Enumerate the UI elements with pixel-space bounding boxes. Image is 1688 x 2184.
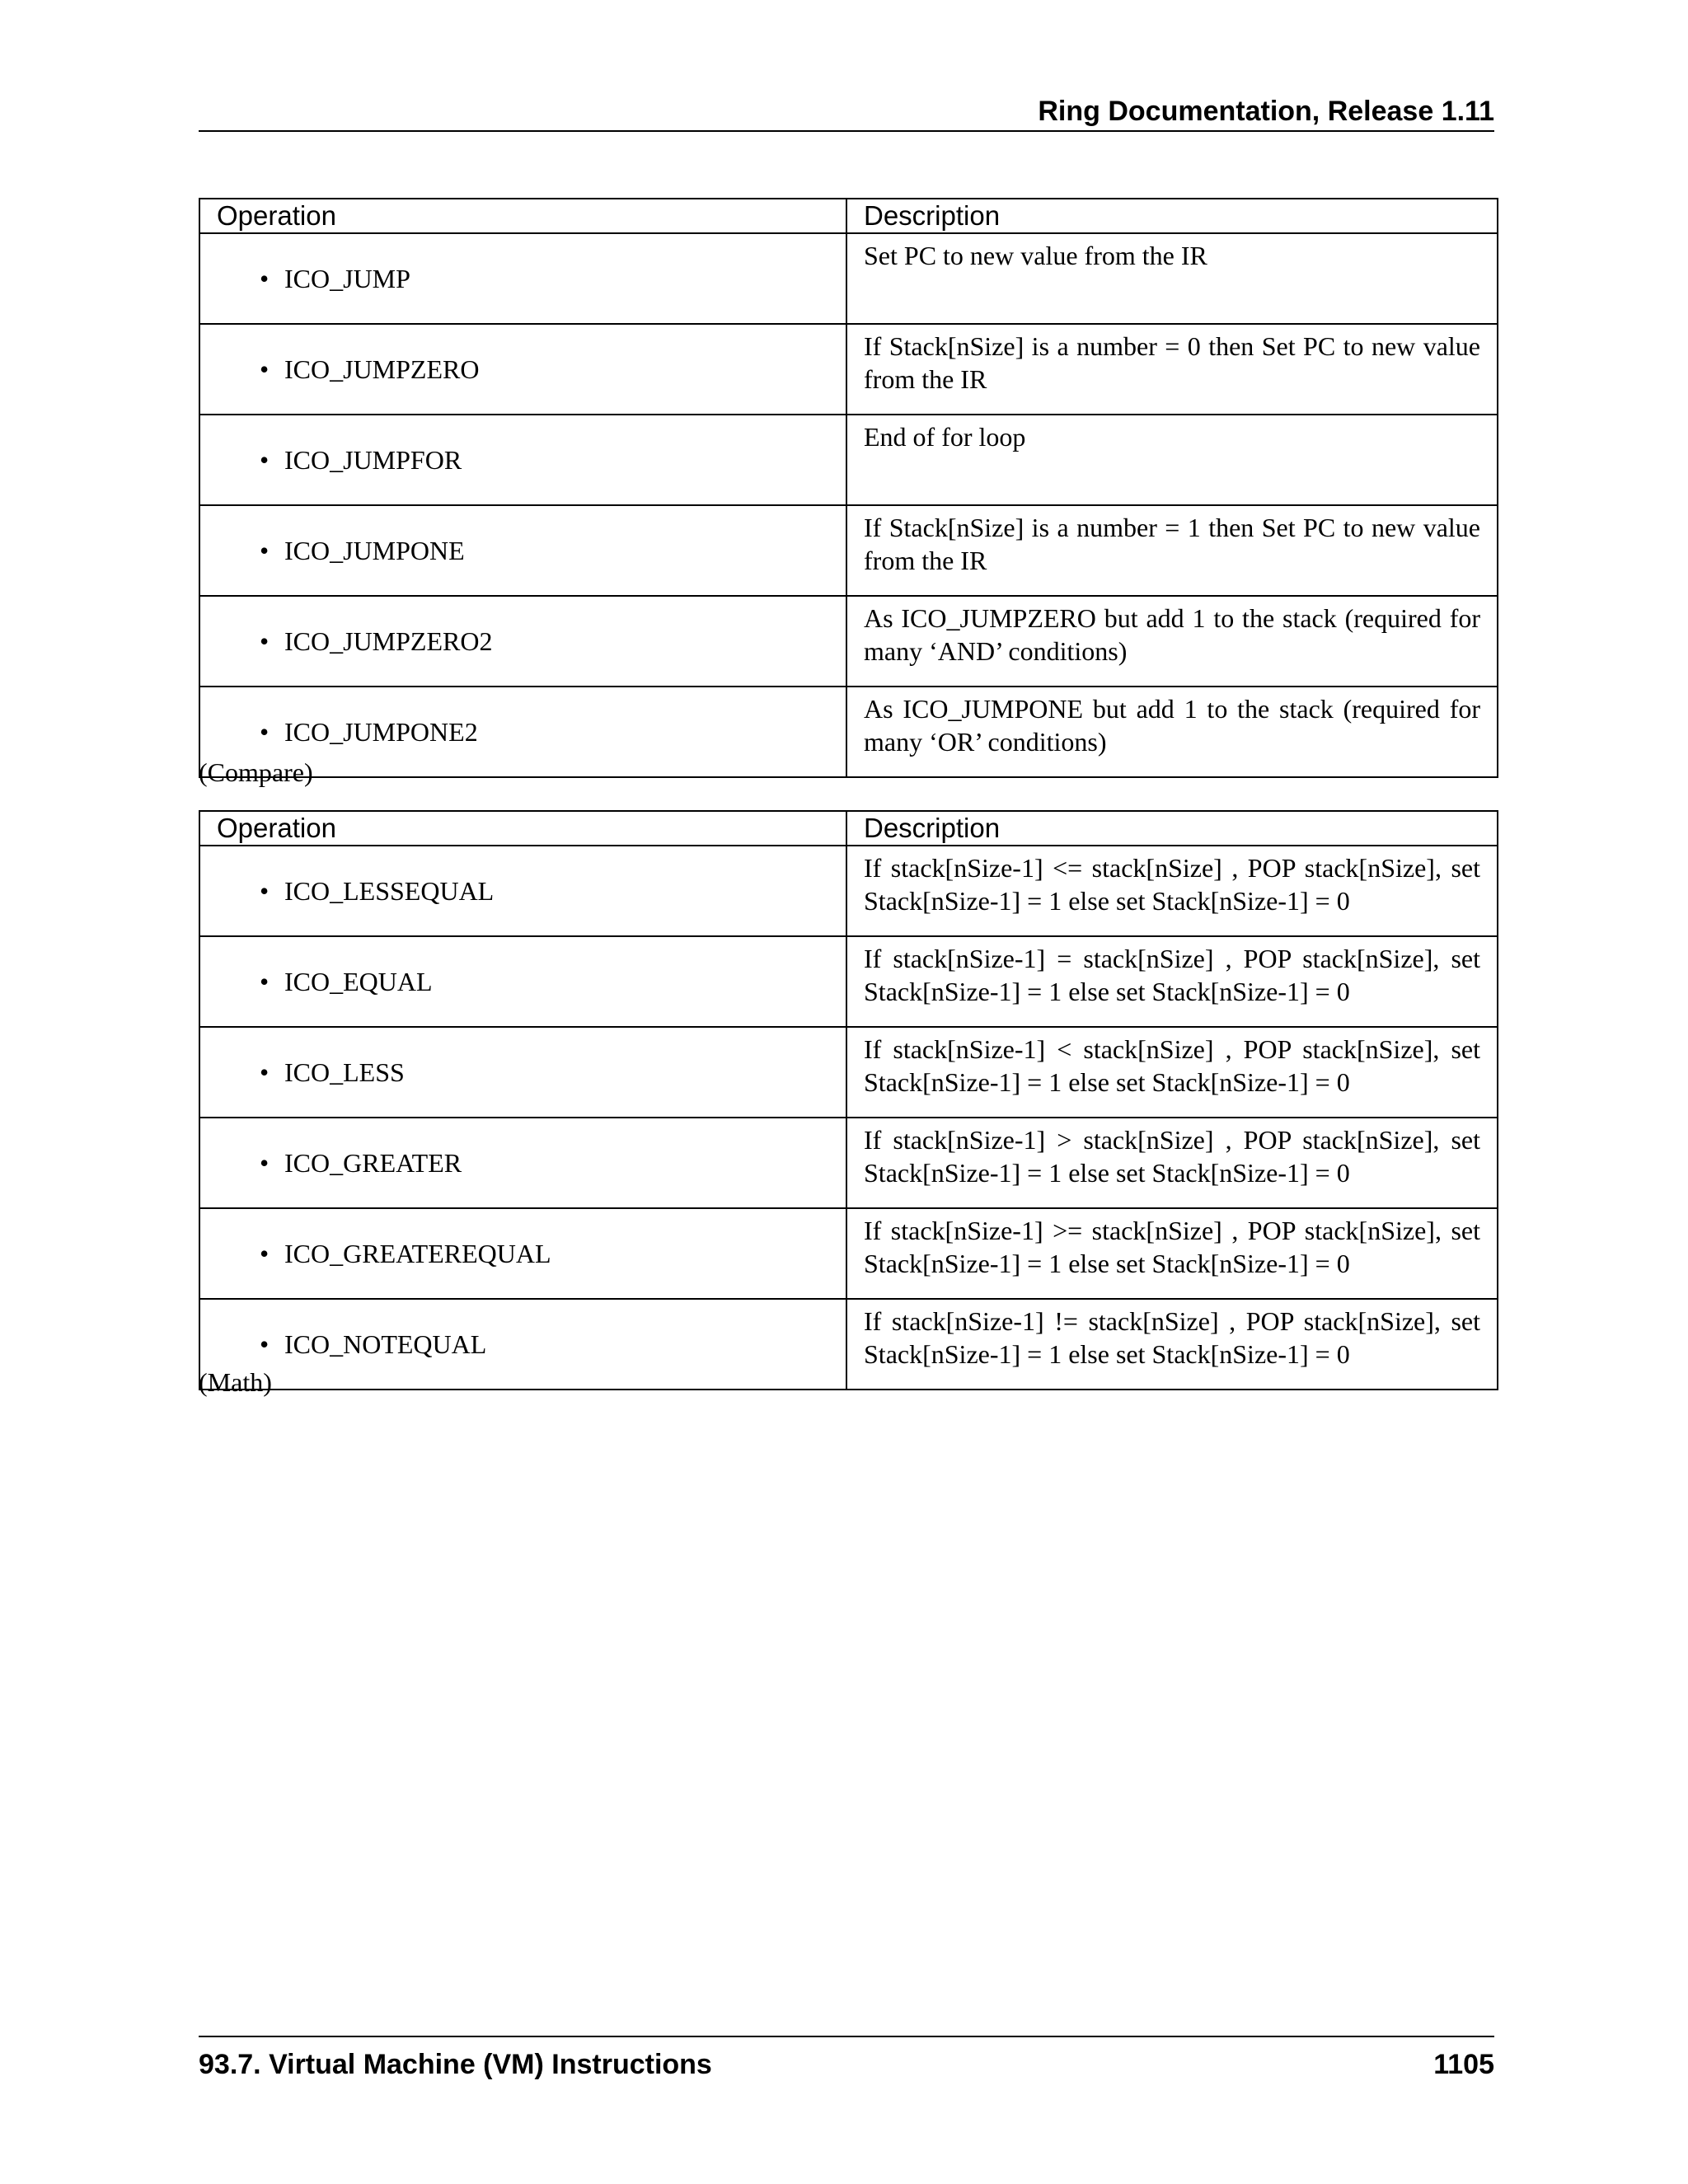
bullet-icon: • [260, 1057, 270, 1087]
page-footer [199, 2036, 1494, 2087]
table-header-row [199, 199, 1498, 233]
description-cell: As ICO_JUMPONE but add 1 to the stack (required for many ‘OR’ conditions) [846, 687, 1498, 777]
table-row [199, 415, 1498, 505]
table-row [199, 324, 1498, 415]
description-cell: Set PC to new value from the IR [846, 233, 1498, 324]
bullet-icon: • [260, 717, 270, 747]
operation-name: ICO_GREATEREQUAL [284, 1239, 551, 1268]
bullet-icon: • [260, 1329, 270, 1359]
bullet-icon: • [260, 876, 270, 906]
description-cell: If Stack[nSize] is a number = 1 then Set PC to new value from the IR [846, 505, 1498, 596]
description-cell: As ICO_JUMPZERO but add 1 to the stack (required for many ‘AND’ conditions) [846, 596, 1498, 687]
operation-name: ICO_GREATER [284, 1148, 462, 1178]
description-cell: If stack[nSize-1] != stack[nSize] , POP stack[nSize], set Stack[nSize-1] = 1 else set Stack[nSize-1] = 0 [846, 1299, 1498, 1390]
math-section-label: (Math) [199, 1367, 272, 1397]
document-title: Ring Documentation, Release 1.11 [1038, 96, 1494, 127]
bullet-icon: • [260, 445, 270, 475]
table-row [199, 846, 1498, 936]
operation-name: ICO_JUMP [284, 264, 410, 293]
operation-cell [199, 1118, 846, 1208]
table-row [199, 233, 1498, 324]
operation-cell [199, 415, 846, 505]
bullet-icon: • [260, 626, 270, 656]
column-header-description: Description [846, 199, 1498, 233]
operation-name: ICO_JUMPONE2 [284, 717, 478, 747]
table-row [199, 936, 1498, 1027]
description-cell: End of for loop [846, 415, 1498, 505]
operation-cell [199, 1208, 846, 1299]
table-row [199, 505, 1498, 596]
description-cell: If Stack[nSize] is a number = 0 then Set PC to new value from the IR [846, 324, 1498, 415]
description-cell: If stack[nSize-1] > stack[nSize] , POP stack[nSize], set Stack[nSize-1] = 1 else set Stack[nSize-1] = 0 [846, 1118, 1498, 1208]
bullet-icon: • [260, 1148, 270, 1178]
compare-section-label: (Compare) [199, 757, 313, 787]
operation-name: ICO_NOTEQUAL [284, 1329, 487, 1359]
compare-operations-table [199, 810, 1498, 1390]
table-row [199, 1118, 1498, 1208]
operation-name: ICO_JUMPZERO2 [284, 626, 493, 656]
bullet-icon: • [260, 1239, 270, 1268]
operation-name: ICO_LESS [284, 1057, 405, 1087]
column-header-operation: Operation [199, 199, 846, 233]
bullet-icon: • [260, 967, 270, 996]
table-row [199, 1208, 1498, 1299]
operation-cell [199, 233, 846, 324]
operation-name: ICO_JUMPFOR [284, 445, 462, 475]
bullet-icon: • [260, 264, 270, 293]
page-header [199, 92, 1494, 132]
description-cell: If stack[nSize-1] <= stack[nSize] , POP stack[nSize], set Stack[nSize-1] = 1 else set Stack[nSize-1] = 0 [846, 846, 1498, 936]
operation-cell [199, 1299, 846, 1390]
table-header-row [199, 811, 1498, 846]
operation-cell [199, 505, 846, 596]
operation-cell [199, 324, 846, 415]
page-number: 1105 [1433, 2049, 1494, 2080]
operation-cell [199, 936, 846, 1027]
table-row [199, 596, 1498, 687]
description-cell: If stack[nSize-1] = stack[nSize] , POP stack[nSize], set Stack[nSize-1] = 1 else set Stack[nSize-1] = 0 [846, 936, 1498, 1027]
operation-cell [199, 846, 846, 936]
description-cell: If stack[nSize-1] < stack[nSize] , POP stack[nSize], set Stack[nSize-1] = 1 else set Stack[nSize-1] = 0 [846, 1027, 1498, 1118]
bullet-icon: • [260, 354, 270, 384]
column-header-description: Description [846, 811, 1498, 846]
jump-operations-table [199, 198, 1498, 778]
operation-name: ICO_EQUAL [284, 967, 433, 996]
operation-name: ICO_LESSEQUAL [284, 876, 495, 906]
table-row [199, 1027, 1498, 1118]
table-row [199, 1299, 1498, 1390]
column-header-operation: Operation [199, 811, 846, 846]
description-cell: If stack[nSize-1] >= stack[nSize] , POP stack[nSize], set Stack[nSize-1] = 1 else set Stack[nSize-1] = 0 [846, 1208, 1498, 1299]
table-row [199, 687, 1498, 777]
operation-name: ICO_JUMPZERO [284, 354, 480, 384]
bullet-icon: • [260, 536, 270, 565]
operation-cell [199, 1027, 846, 1118]
operation-name: ICO_JUMPONE [284, 536, 465, 565]
operation-cell [199, 596, 846, 687]
footer-section-title: 93.7. Virtual Machine (VM) Instructions [199, 2049, 712, 2080]
